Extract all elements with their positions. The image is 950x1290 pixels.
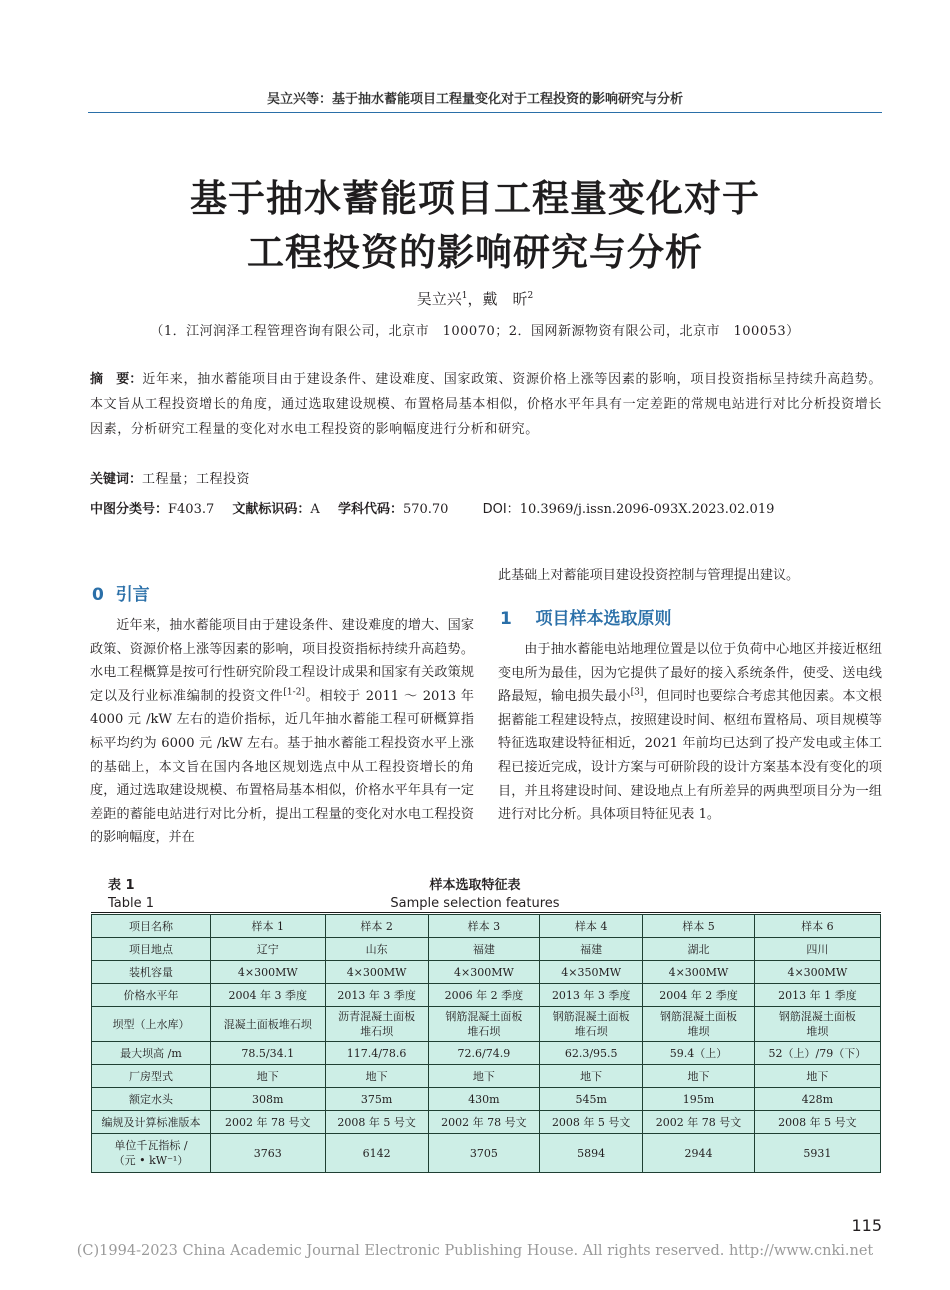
page-number: 115 — [851, 1216, 882, 1235]
classification-line — [90, 498, 788, 517]
section-0-heading — [92, 580, 150, 605]
table-cell: 4×300MW — [211, 961, 326, 984]
row-header-cell: 额定水头 — [92, 1088, 211, 1111]
row-header-cell: 编规及计算标准版本 — [92, 1111, 211, 1134]
table-cell: 钢筋混凝土面板 堆石坝 — [540, 1007, 643, 1042]
row-header-cell: 装机容量 — [92, 961, 211, 984]
abstract-text: 近年来，抽水蓄能项目由于建设条件、建设难度、国家政策、资源价格上涨等因素的影响，项目投资指标呈持续升高趋势。本文旨从工程投资增长的角度，通过选取建设规模、布置格局基本相似，价格水平年具有一定差距的常规电站进行对比分析投资增长因素，分析研究工程量的变化对水电工程投资的影响幅度进行分析和研究。 — [90, 372, 882, 437]
subject-label: 学科代码： — [337, 502, 403, 517]
table-cell: 样本 3 — [428, 915, 540, 938]
doi-label: DOI： — [482, 502, 520, 517]
table-label-en: Table 1 — [108, 896, 155, 911]
table-cell: 4×300MW — [428, 961, 540, 984]
section-0-number: 0 — [92, 585, 104, 605]
sample-features-table — [91, 914, 881, 1173]
author-1: 吴立兴 — [416, 290, 462, 308]
keywords-label: 关键词： — [90, 472, 143, 487]
table-cell: 2013 年 1 季度 — [754, 984, 880, 1007]
author-2-affil-mark: 2 — [527, 291, 534, 301]
table-cell: 4×300MW — [643, 961, 755, 984]
doc-label: 文献标识码： — [232, 502, 311, 517]
table-cell: 钢筋混凝土面板 堆石坝 — [428, 1007, 540, 1042]
table-cell: 430m — [428, 1088, 540, 1111]
title-line-2: 工程投资的影响研究与分析 — [247, 230, 703, 274]
table-cell: 地下 — [643, 1065, 755, 1088]
table-cell: 2002 年 78 号文 — [211, 1111, 326, 1134]
section-0-title: 引言 — [115, 585, 150, 605]
table-label-cn: 表 1 — [108, 878, 135, 893]
table-cell: 3763 — [211, 1134, 326, 1173]
table-cell: 308m — [211, 1088, 326, 1111]
keywords — [90, 468, 250, 487]
table-cell: 2008 年 5 号文 — [754, 1111, 880, 1134]
abstract — [90, 367, 882, 442]
table-cell: 4×300MW — [325, 961, 428, 984]
table-cell: 2008 年 5 号文 — [325, 1111, 428, 1134]
section-1-heading — [500, 604, 672, 629]
table-cell: 样本 5 — [643, 915, 755, 938]
table-cell: 混凝土面板堆石坝 — [211, 1007, 326, 1042]
running-head: 吴立兴等：基于抽水蓄能项目工程量变化对于工程投资的影响研究与分析 — [266, 92, 683, 107]
abstract-label: 摘 要： — [90, 372, 143, 387]
table-cell: 钢筋混凝土面板 堆坝 — [643, 1007, 755, 1042]
table-row — [92, 1134, 881, 1173]
table-cell: 沥青混凝土面板 堆石坝 — [325, 1007, 428, 1042]
table-cell: 2004 年 3 季度 — [211, 984, 326, 1007]
table-cell: 地下 — [428, 1065, 540, 1088]
table-cell: 4×350MW — [540, 961, 643, 984]
table-cell: 湖北 — [643, 938, 755, 961]
table-row — [92, 984, 881, 1007]
section-1-paragraph — [498, 638, 882, 827]
table-row — [92, 1007, 881, 1042]
table-cell: 福建 — [428, 938, 540, 961]
table-cell: 5931 — [754, 1134, 880, 1173]
table-cell: 62.3/95.5 — [540, 1042, 643, 1065]
clc-value: F403.7 — [168, 502, 215, 517]
table-cell: 72.6/74.9 — [428, 1042, 540, 1065]
table-cell: 样本 1 — [211, 915, 326, 938]
table-cell: 195m — [643, 1088, 755, 1111]
table-cell: 钢筋混凝土面板 堆坝 — [754, 1007, 880, 1042]
table-cell: 375m — [325, 1088, 428, 1111]
table-row — [92, 915, 881, 938]
table-cell: 2013 年 3 季度 — [540, 984, 643, 1007]
row-header-cell: 项目地点 — [92, 938, 211, 961]
table-title-cn: 样本选取特征表 — [429, 878, 521, 893]
section-0-paragraph — [90, 614, 474, 850]
table-row — [92, 1111, 881, 1134]
table-cell: 2006 年 2 季度 — [428, 984, 540, 1007]
table-cell: 4×300MW — [754, 961, 880, 984]
table-cell: 辽宁 — [211, 938, 326, 961]
table-cell: 2008 年 5 号文 — [540, 1111, 643, 1134]
table-cell: 2004 年 2 季度 — [643, 984, 755, 1007]
table-cell: 2944 — [643, 1134, 755, 1173]
table-cell: 地下 — [211, 1065, 326, 1088]
title-line-1: 基于抽水蓄能项目工程量变化对于 — [190, 176, 760, 220]
para-text-cont: 。相较于 2011 ～ 2013 年 4000 元 /kW 左右的造价指标，近几年抽水蓄能工程可研概算指标平均约为 6000 元 /kW 左右。基于抽水蓄能工程投资水平上涨的基础上，本文旨在国内各地区规划选点中从工程投资增长的角度，通过选取建设规模、布置格局基本相似，价格水平年具有一定差距的蓄能电站进行对比分析，提出工程量的变化对水电工程投资的影响幅度，并在 — [90, 688, 475, 846]
table-cell: 5894 — [540, 1134, 643, 1173]
table-row — [92, 961, 881, 984]
table-cell: 428m — [754, 1088, 880, 1111]
para-text: 由于抽水蓄能电站地理位置是以位于负荷中心地区并接近枢纽变电所为最佳，因为它提供了最好的接入系统条件，使受、送电线路最短，输电损失最小 — [498, 642, 882, 705]
row-header-cell: 价格水平年 — [92, 984, 211, 1007]
table-cell: 2002 年 78 号文 — [643, 1111, 755, 1134]
table-row — [92, 1088, 881, 1111]
keywords-text: 工程量；工程投资 — [142, 472, 251, 487]
table-cell: 四川 — [754, 938, 880, 961]
copyright-footer: (C)1994-2023 China Academic Journal Electronic Publishing House. All rights reserved. http://www.cnki.net — [76, 1243, 874, 1259]
table-cell: 样本 4 — [540, 915, 643, 938]
table-cell: 52（上）/79（下） — [754, 1042, 880, 1065]
table-cell: 地下 — [325, 1065, 428, 1088]
doi-value: 10.3969/j.issn.2096-093X.2023.02.019 — [519, 502, 775, 517]
row-header-cell: 坝型（上水库） — [92, 1007, 211, 1042]
table-cell: 2002 年 78 号文 — [428, 1111, 540, 1134]
section-0-paragraph-end: 此基础上对蓄能项目建设投资控制与管理提出建议。 — [498, 568, 800, 583]
doc-value: A — [310, 502, 320, 517]
author-1-affil-mark: 1 — [461, 291, 468, 301]
table-row — [92, 1042, 881, 1065]
para-text: 近年来，抽水蓄能项目由于建设条件、建设难度的增大、国家政策、资源价格上涨等因素的影响，项目投资指标持续升高趋势。水电工程概算是按可行性研究阶段工程设计成果和国家有关政策规定以及行业标准编制的投资文件 — [90, 618, 474, 704]
citation-ref: [3] — [630, 687, 644, 698]
table-top-rule — [91, 912, 881, 913]
table-row — [92, 938, 881, 961]
affiliation: （1．江河润泽工程管理咨询有限公司，北京市 100070；2．国网新源物资有限公司，北京市 100053） — [150, 324, 800, 339]
table-cell: 2013 年 3 季度 — [325, 984, 428, 1007]
subject-value: 570.70 — [402, 502, 449, 517]
section-1-number: 1 — [500, 609, 512, 629]
table-cell: 地下 — [754, 1065, 880, 1088]
citation-ref: [1-2] — [283, 687, 305, 698]
table-cell: 117.4/78.6 — [325, 1042, 428, 1065]
row-header-cell: 最大坝高 /m — [92, 1042, 211, 1065]
table-cell: 3705 — [428, 1134, 540, 1173]
row-header-cell: 厂房型式 — [92, 1065, 211, 1088]
table-cell: 样本 6 — [754, 915, 880, 938]
author-2: ，戴 昕 — [467, 290, 528, 308]
table-cell: 地下 — [540, 1065, 643, 1088]
table-row — [92, 1065, 881, 1088]
authors — [0, 288, 950, 309]
para-text-cont: ，但同时也要综合考虑其他因素。本文根据蓄能工程建设特点，按照建设时间、枢纽布置格局、项目规模等特征选取建设特征相近，2021 年前均已达到了投产发电或主体工程已接近完成，设计方案与可研阶段的设计方案基本没有变化的项目，并且将建设时间、建设地点上有所差异的两典型项目分为一组进行对比分析。具体项目特征见表 1。 — [498, 689, 883, 823]
table-title-en: Sample selection features — [390, 896, 560, 911]
table-cell: 59.4（上） — [643, 1042, 755, 1065]
table-cell: 545m — [540, 1088, 643, 1111]
table-cell: 样本 2 — [325, 915, 428, 938]
table-cell: 福建 — [540, 938, 643, 961]
table-cell: 78.5/34.1 — [211, 1042, 326, 1065]
row-header-cell: 单位千瓦指标 / （元 • kW⁻¹） — [92, 1134, 211, 1173]
header-rule — [88, 112, 882, 113]
section-1-title: 项目样本选取原则 — [535, 609, 672, 629]
row-header-cell: 项目名称 — [92, 915, 211, 938]
table-cell: 6142 — [325, 1134, 428, 1173]
clc-label: 中图分类号： — [90, 502, 169, 517]
table-cell: 山东 — [325, 938, 428, 961]
